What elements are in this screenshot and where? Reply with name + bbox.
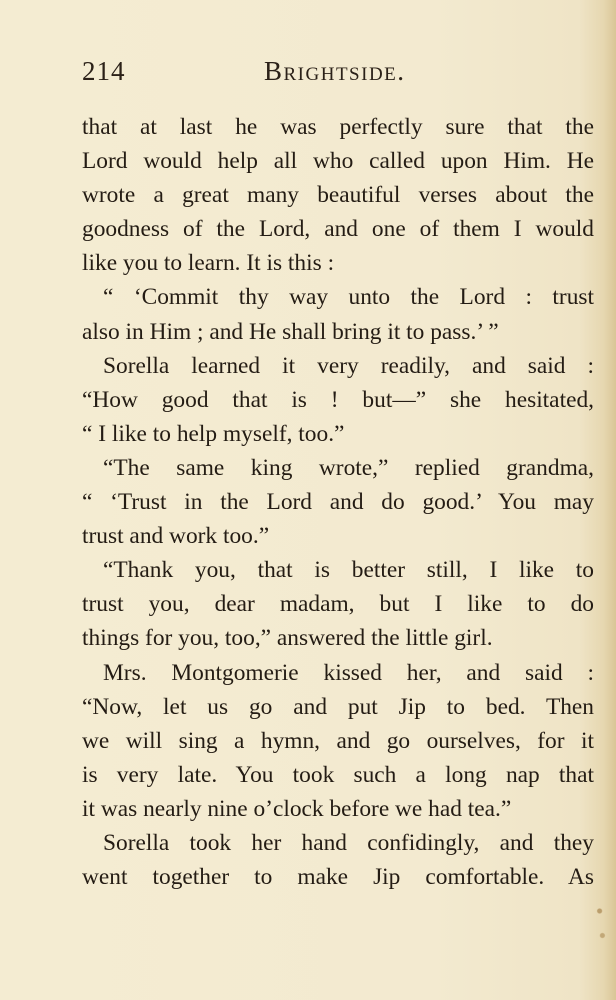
text-line: it was nearly nine o’clock before we had tea.”: [82, 795, 512, 822]
text-line: “How good that is ! but—” she hesitated,: [82, 386, 594, 413]
page-body-text: [82, 110, 594, 894]
text-line: “The same king wrote,” replied grandma,: [103, 454, 594, 481]
text-line: also in Him ; and He shall bring it to pass.’ ”: [82, 318, 499, 345]
text-line: things for you, too,” answered the little girl.: [82, 625, 493, 652]
text-line: “ ‘Commit thy way unto the Lord : trust: [103, 284, 594, 311]
page-number: 214: [82, 56, 126, 86]
text-line: like you to learn. It is this :: [82, 250, 335, 277]
text-line: “Now, let us go and put Jip to bed. Then: [82, 693, 594, 720]
running-title: Brightside.: [264, 56, 406, 86]
paper-stain: [594, 890, 608, 960]
text-line: we will sing a hymn, and go ourselves, for it: [82, 727, 594, 754]
text-line: went together to make Jip comfortable. As: [82, 864, 594, 891]
text-line: trust you, dear madam, but I like to do: [82, 591, 594, 618]
text-line: goodness of the Lord, and one of them I would: [82, 216, 594, 243]
text-line: Lord would help all who called upon Him. He: [82, 148, 594, 175]
text-line: Mrs. Montgomerie kissed her, and said :: [103, 659, 594, 686]
text-line: trust and work too.”: [82, 523, 270, 550]
text-line: “ I like to help myself, too.”: [82, 420, 345, 447]
running-header: [82, 56, 594, 92]
text-line: Sorella learned it very readily, and said :: [103, 352, 594, 379]
text-line: “Thank you, that is better still, I like to: [103, 557, 594, 584]
text-line: “ ‘Trust in the Lord and do good.’ You may: [82, 489, 594, 516]
text-line: Sorella took her hand confidingly, and they: [103, 829, 594, 856]
text-line: is very late. You took such a long nap that: [82, 761, 594, 788]
text-line: that at last he was perfectly sure that the: [82, 114, 594, 140]
text-line: wrote a great many beautiful verses about the: [82, 182, 594, 209]
